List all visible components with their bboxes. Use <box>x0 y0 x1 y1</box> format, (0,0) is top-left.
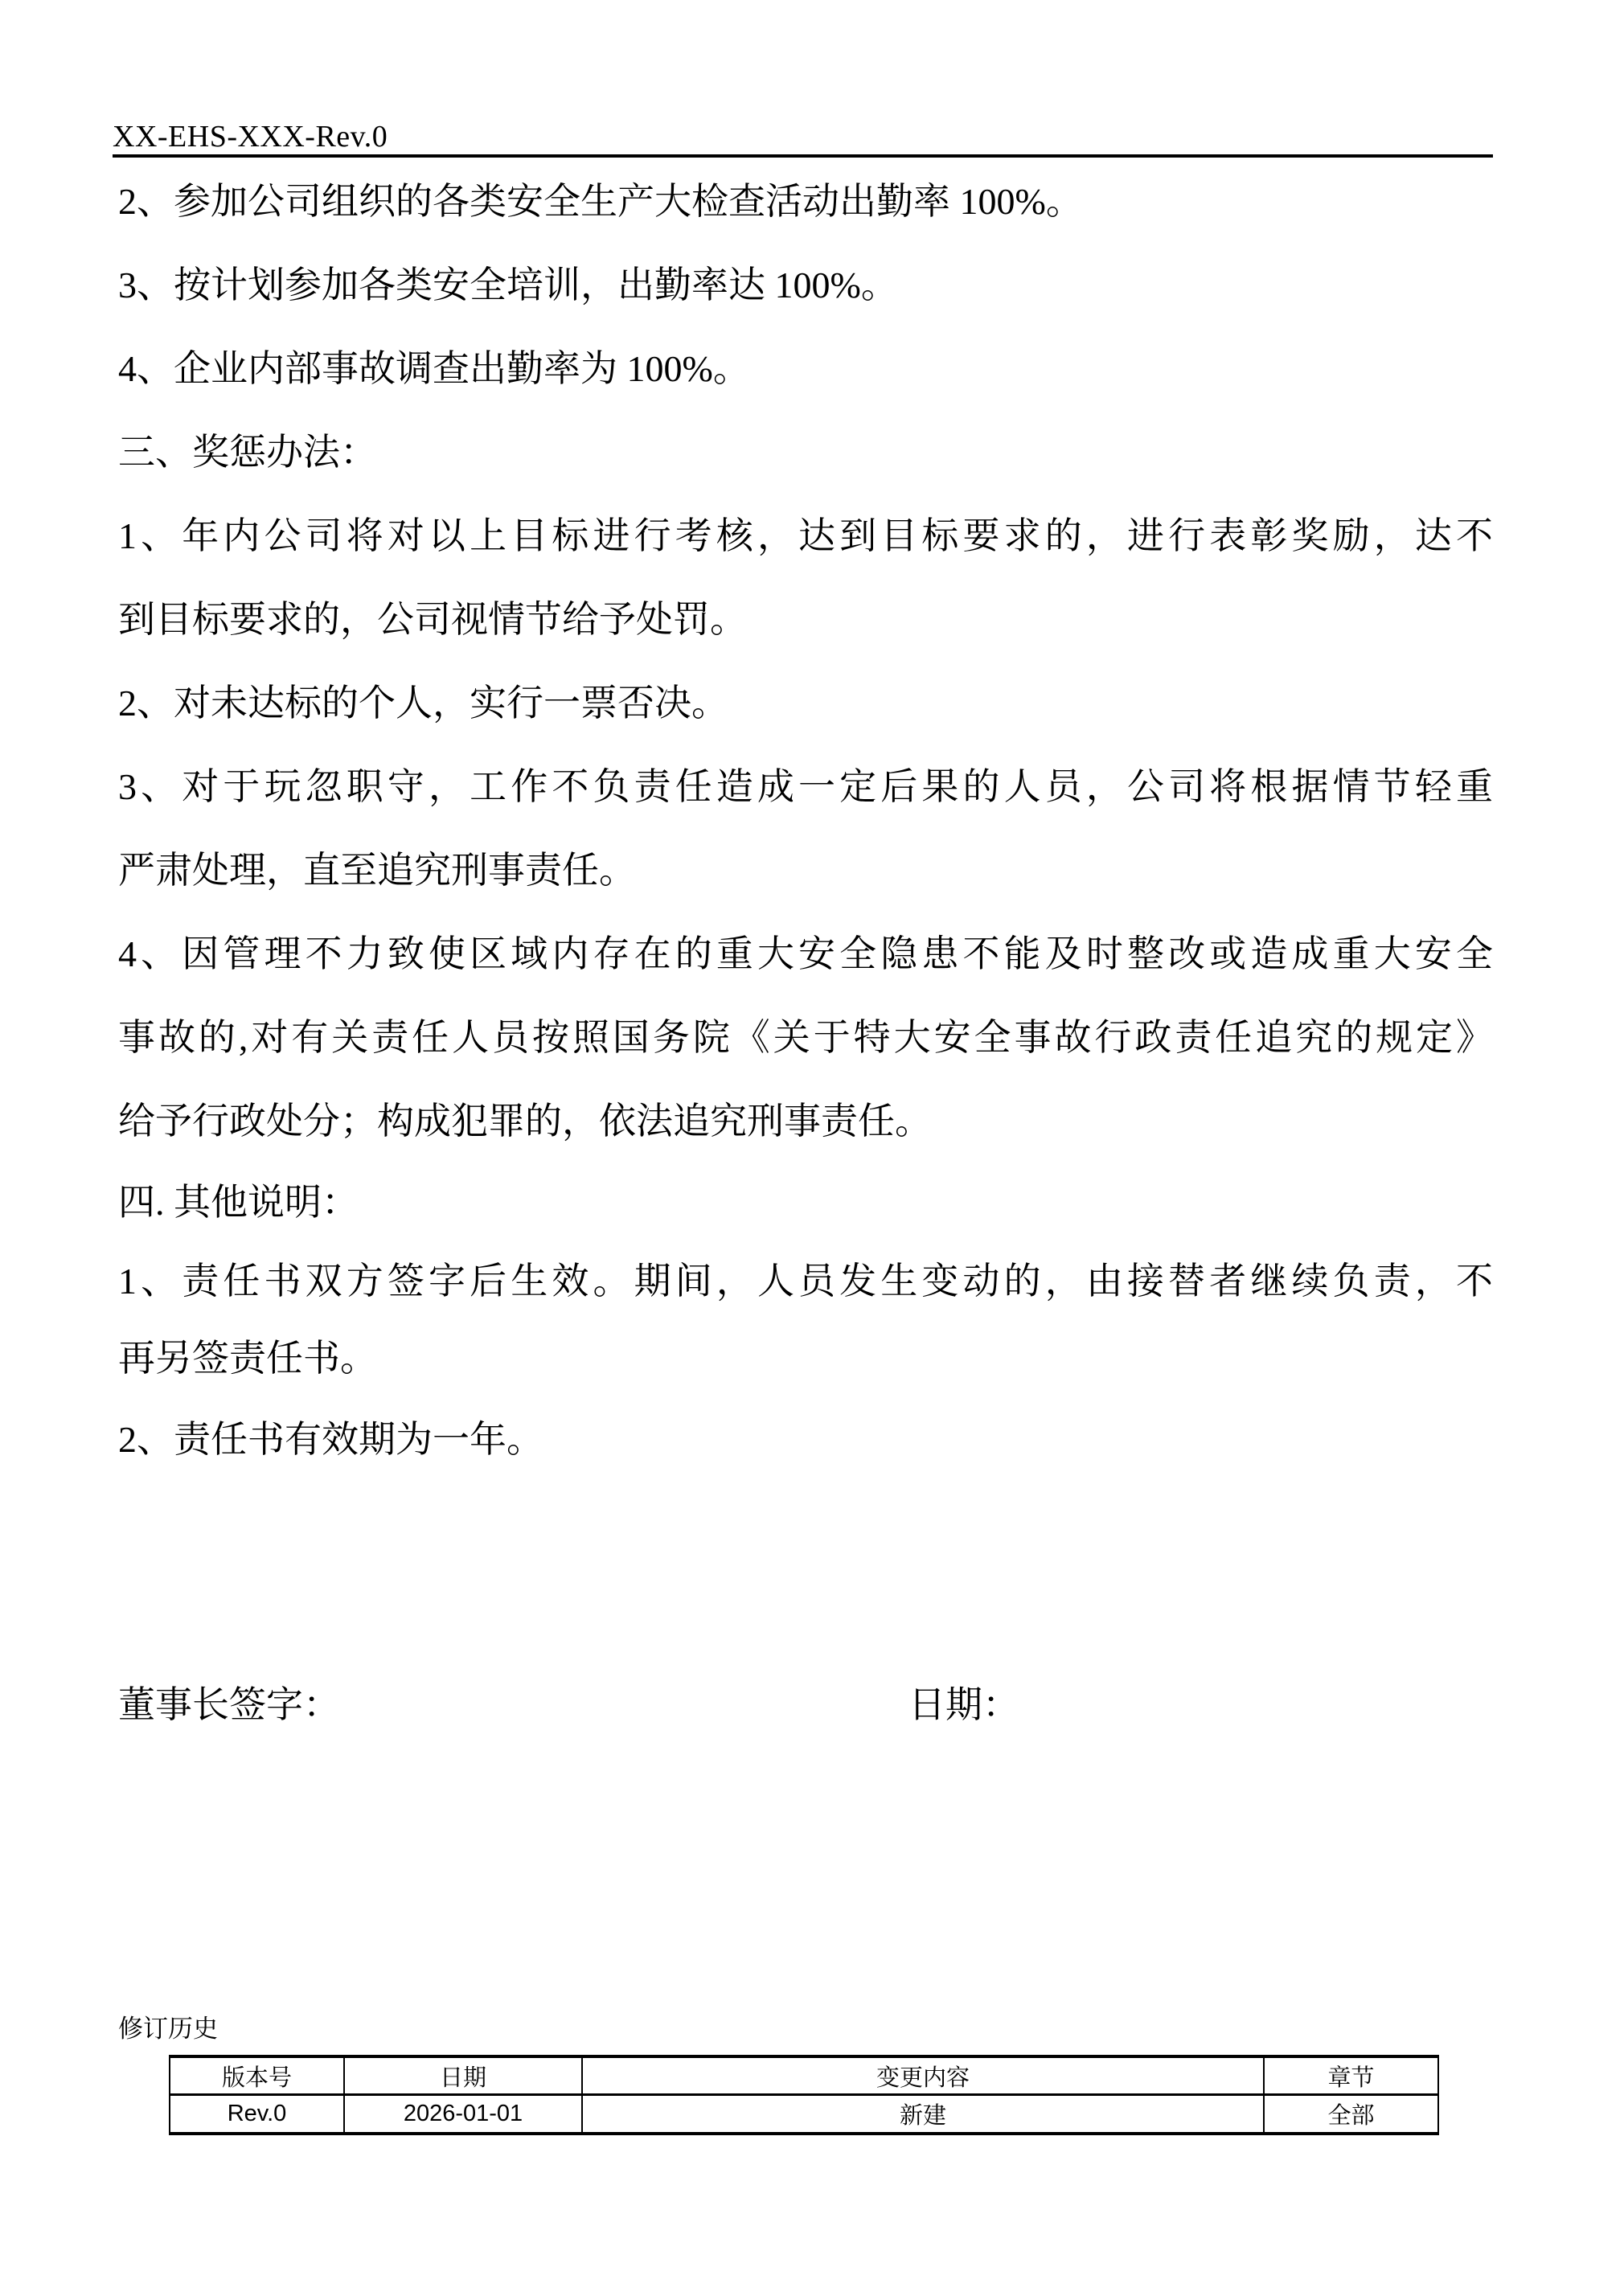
body-line: 事故的,对有关责任人员按照国务院《关于特大安全事故行政责任追究的规定》 <box>118 1017 1493 1058</box>
body-line: 3、对于玩忽职守，工作不负责任造成一定后果的人员，公司将根据情节轻重 <box>118 766 1493 807</box>
chairman-signature-label: 董事长签字： <box>118 1684 340 1725</box>
section-heading: 四. 其他说明： <box>118 1182 359 1223</box>
body-line: 到目标要求的，公司视情节给予处罚。 <box>118 599 747 640</box>
document-code: XX-EHS-XXX-Rev.0 <box>113 120 388 154</box>
body-line: 1、年内公司将对以上目标进行考核，达到目标要求的，进行表彰奖励，达不 <box>118 515 1493 556</box>
col-header-section: 章节 <box>1264 2056 1438 2095</box>
section-heading: 三、奖惩办法： <box>118 432 377 473</box>
cell-section: 全部 <box>1264 2095 1438 2134</box>
revision-history-label: 修订历史 <box>118 2015 218 2043</box>
date-label: 日期： <box>908 1684 1019 1725</box>
body-line: 2、责任书有效期为一年。 <box>118 1419 543 1460</box>
col-header-date: 日期 <box>344 2056 582 2095</box>
header-rule <box>113 154 1493 158</box>
table-header-row <box>170 2056 1438 2095</box>
col-header-change: 变更内容 <box>582 2056 1264 2095</box>
revision-history-table <box>169 2055 1439 2135</box>
body-line: 2、对未达标的个人，实行一票否决。 <box>118 683 728 724</box>
table-row <box>170 2095 1438 2134</box>
col-header-version: 版本号 <box>170 2056 344 2095</box>
cell-change: 新建 <box>582 2095 1264 2134</box>
cell-version: Rev.0 <box>170 2095 344 2134</box>
body-line: 给予行政处分；构成犯罪的，依法追究刑事责任。 <box>118 1101 932 1142</box>
body-line: 2、参加公司组织的各类安全生产大检查活动出勤率 100%。 <box>118 181 1083 222</box>
body-line: 1、责任书双方签字后生效。期间，人员发生变动的，由接替者继续负责，不 <box>118 1261 1493 1302</box>
body-line: 3、按计划参加各类安全培训，出勤率达 100%。 <box>118 264 898 305</box>
body-line: 再另签责任书。 <box>118 1338 377 1379</box>
cell-date: 2026-01-01 <box>344 2095 582 2134</box>
body-line: 4、企业内部事故调查出勤率为 100%。 <box>118 348 750 389</box>
body-line: 严肃处理，直至追究刑事责任。 <box>118 850 636 891</box>
body-line: 4、因管理不力致使区域内存在的重大安全隐患不能及时整改或造成重大安全 <box>118 933 1493 974</box>
